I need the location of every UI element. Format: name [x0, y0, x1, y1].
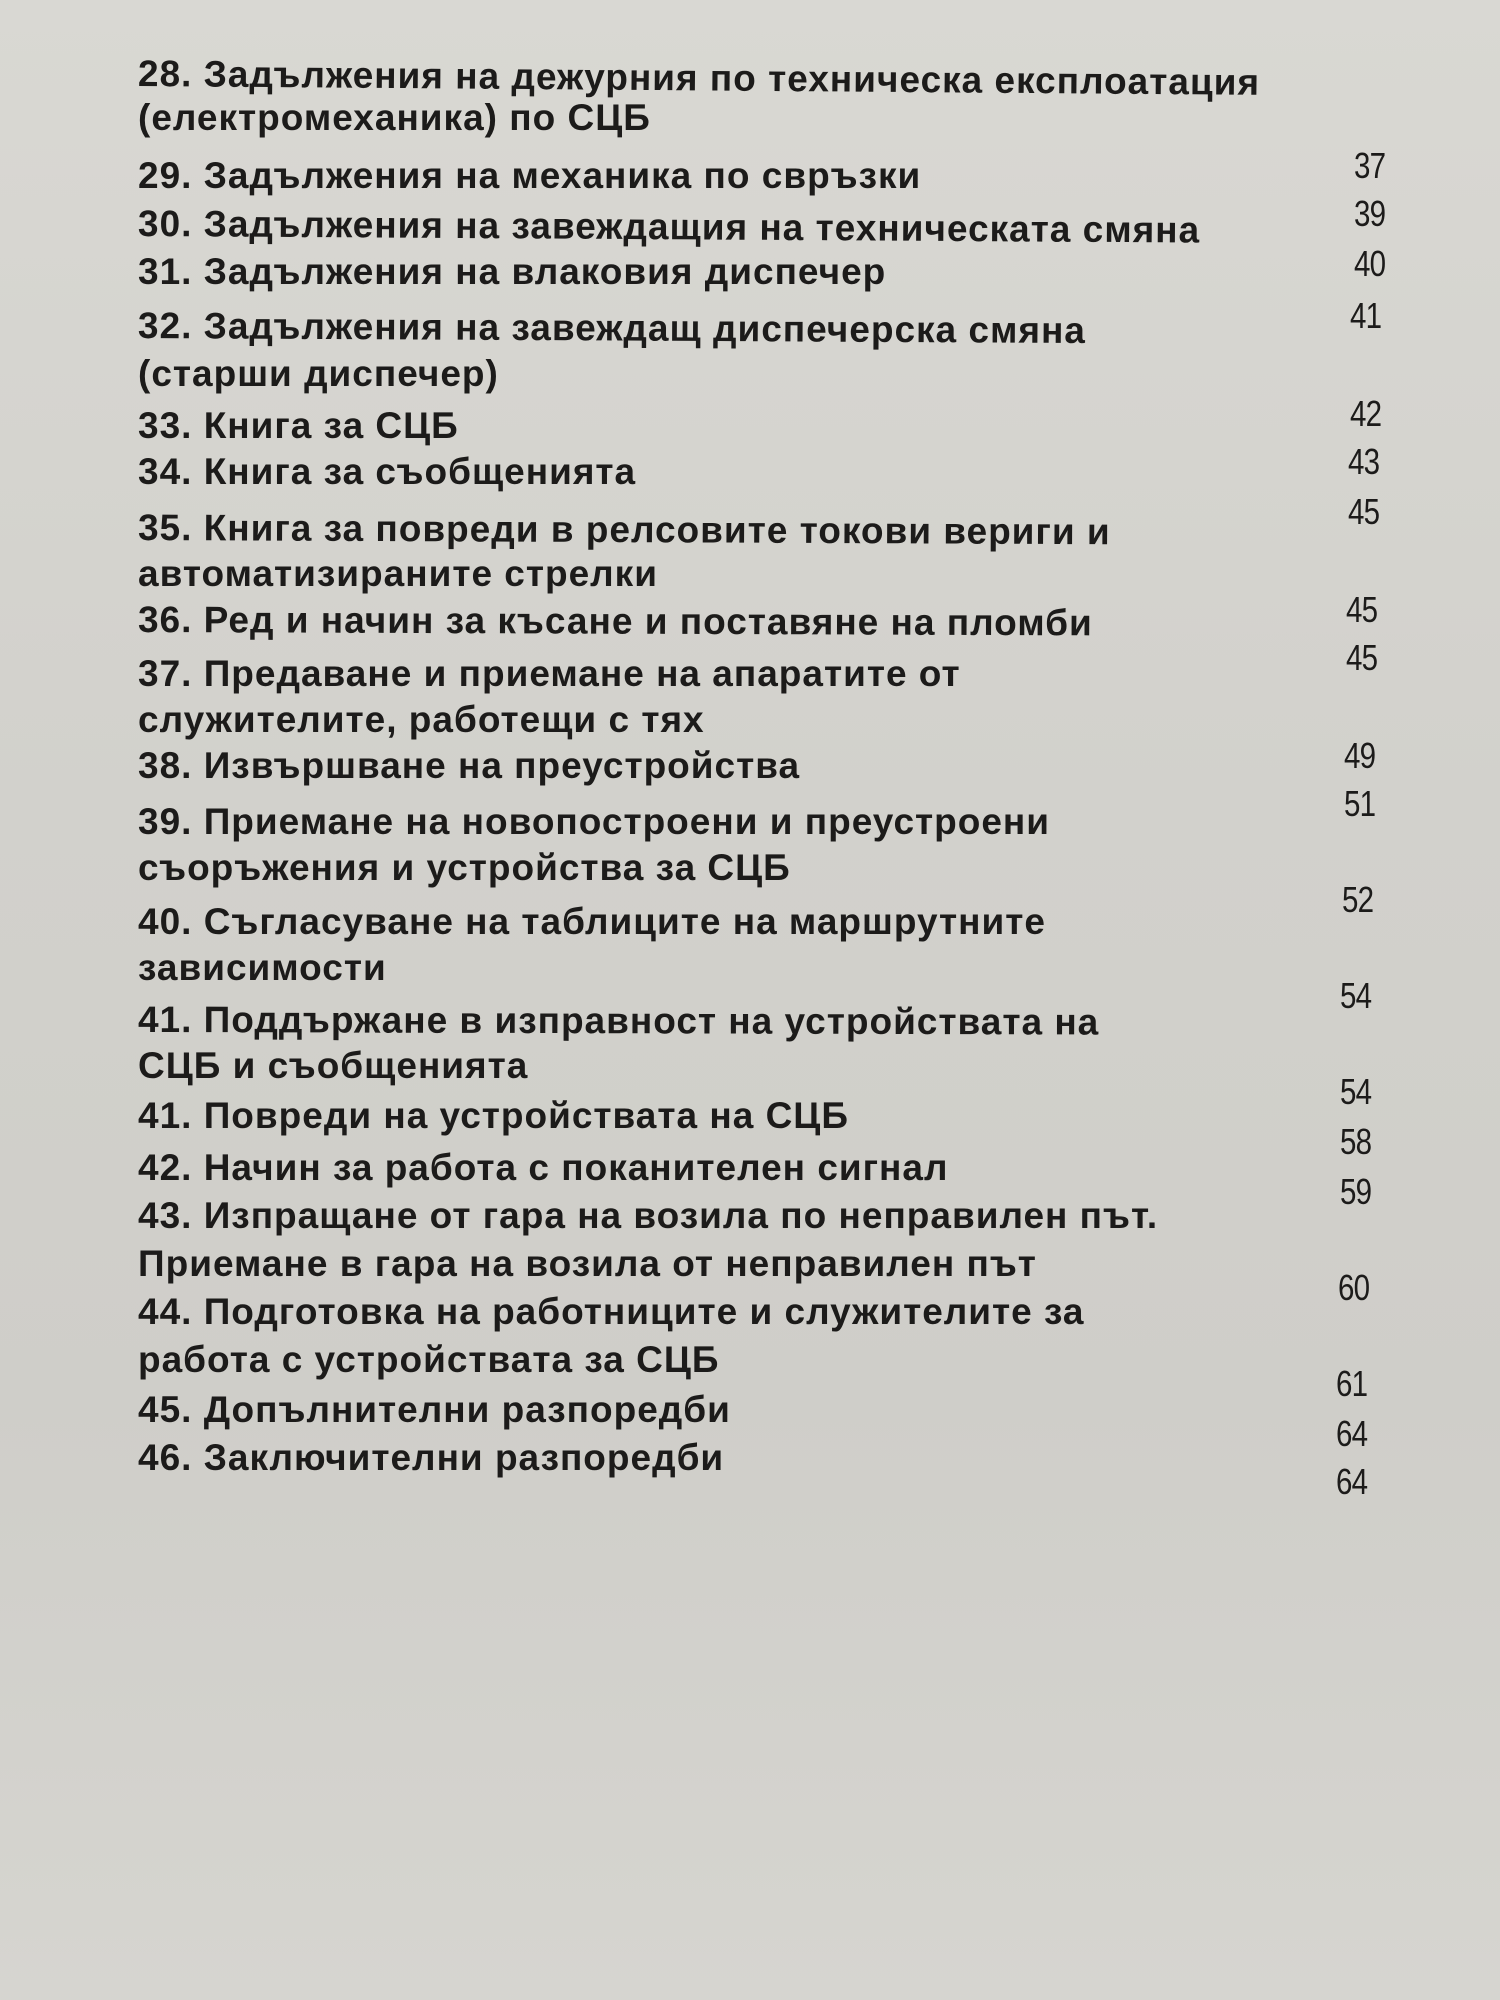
page-number: 39 — [1354, 193, 1386, 234]
toc-line: Приемане в гара на возила от неправилен път — [138, 1243, 1037, 1284]
toc-line: 37. Предаване и приемане на апаратите от — [138, 653, 961, 694]
page-number: 64 — [1336, 1413, 1368, 1454]
page-number: 54 — [1340, 975, 1372, 1016]
toc-line: 30. Задължения на завеждащия на техническата смяна — [137, 203, 1201, 251]
toc-line: СЦБ и съобщенията — [138, 1045, 529, 1086]
page-number: 43 — [1348, 441, 1380, 482]
page-number: 64 — [1336, 1461, 1368, 1502]
toc-line: 33. Книга за СЦБ — [138, 405, 459, 446]
toc-line: зависимости — [138, 947, 387, 988]
toc-line: 40. Съгласуване на таблиците на маршрутните — [138, 901, 1046, 942]
toc-line: 42. Начин за работа с поканителен сигнал — [138, 1147, 949, 1188]
toc-line: 31. Задължения на влаковия диспечер — [138, 251, 887, 292]
toc-line: 35. Книга за повреди в релсовите токови вериги и — [137, 507, 1111, 553]
toc-line: 29. Задължения на механика по свръзки — [138, 155, 922, 196]
toc-line: 43. Изпращане от гара на возила по неправилен път. — [138, 1195, 1159, 1236]
page-number: 54 — [1340, 1071, 1372, 1112]
toc-line: служителите, работещи с тях — [138, 699, 705, 740]
page-number: 59 — [1340, 1171, 1372, 1212]
page-number: 52 — [1342, 879, 1374, 920]
page-number: 51 — [1344, 783, 1376, 824]
page-number: 42 — [1350, 393, 1382, 434]
toc-line: работа с устройствата за СЦБ — [138, 1339, 720, 1380]
toc-line: автоматизираните стрелки — [138, 553, 658, 594]
toc-line: 36. Ред и начин за късане и поставяне на пломби — [137, 599, 1093, 644]
toc-line: 41. Поддържане в изправност на устройствата на — [137, 999, 1100, 1043]
toc-line: 41. Повреди на устройствата на СЦБ — [138, 1095, 849, 1136]
toc-line: 32. Задължения на завеждащ диспечерска смяна — [137, 305, 1087, 351]
toc-line: 28. Задължения на дежурния по техническа експлоатация — [137, 53, 1261, 103]
toc-line: съоръжения и устройства за СЦБ — [138, 847, 791, 888]
toc-line: 44. Подготовка на работниците и служителите за — [138, 1291, 1085, 1332]
toc-line: 34. Книга за съобщенията — [138, 451, 637, 492]
toc-line: (електромеханика) по СЦБ — [138, 97, 651, 138]
page-number: 58 — [1340, 1121, 1372, 1162]
page-number: 37 — [1354, 145, 1386, 186]
toc-line: 38. Извършване на преустройства — [138, 745, 801, 786]
toc-line: (старши диспечер) — [138, 353, 499, 394]
page-number: 60 — [1338, 1267, 1370, 1308]
toc-line: 46. Заключителни разпоредби — [138, 1437, 725, 1478]
toc-line: 39. Приемане на новопостроени и преустроени — [138, 801, 1051, 842]
page-number: 49 — [1344, 735, 1376, 776]
page-number: 61 — [1336, 1363, 1368, 1404]
page-number: 40 — [1354, 243, 1386, 284]
page-number: 45 — [1346, 637, 1378, 678]
toc-line: 45. Допълнителни разпоредби — [138, 1389, 731, 1430]
page-number: 41 — [1350, 295, 1382, 336]
page-number: 45 — [1346, 589, 1378, 630]
page-number: 45 — [1348, 491, 1380, 532]
